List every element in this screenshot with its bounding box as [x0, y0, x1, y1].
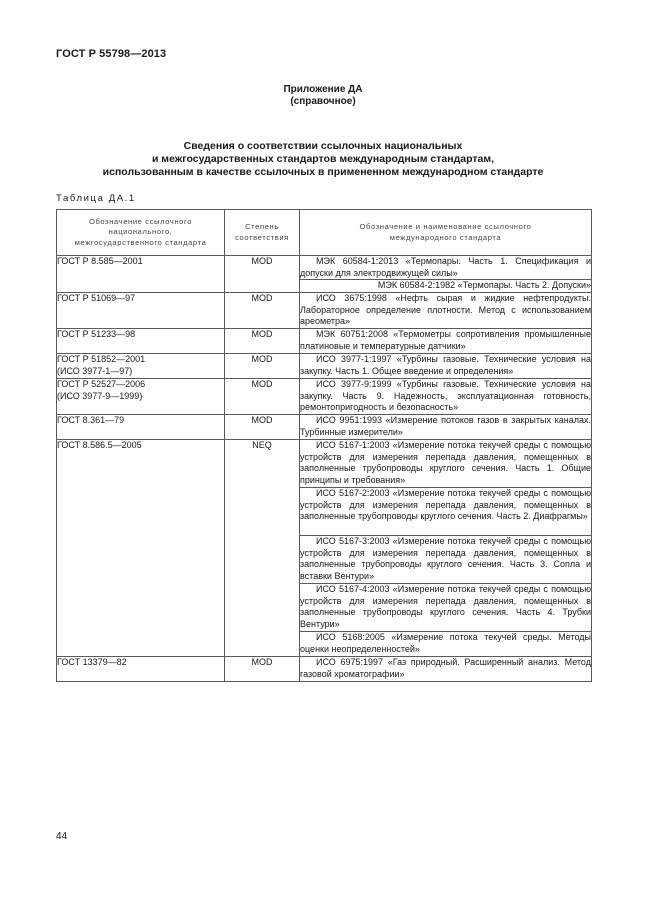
international-standard-cell: МЭК 60751:2008 «Термометры сопротивления промышленные платиновые и температурные датчики» — [300, 329, 592, 354]
degree-cell: MOD — [225, 329, 300, 354]
international-standard-cell: ИСО 6975:1997 «Газ природный. Расширенный анализ. Метод газовой хроматографии» — [300, 657, 592, 682]
section-title-line-1: Сведения о соответствии ссылочных национальных — [183, 140, 463, 152]
document-id: ГОСТ Р 55798—2013 — [56, 48, 167, 60]
table-row — [57, 256, 592, 280]
degree-cell: MOD — [225, 379, 300, 415]
degree-cell: MOD — [225, 293, 300, 329]
standards-table — [56, 209, 592, 682]
national-standard-designation: ГОСТ Р 52527—2006 — [57, 379, 146, 390]
international-standard-cell: ИСО 5168:2005 «Измерение потока текучей среды. Методы оценки неопределенностей» — [300, 632, 592, 657]
degree-cell: MOD — [225, 354, 300, 379]
header-degree: Степень соответствия — [225, 210, 300, 256]
national-standard-cell: ГОСТ 13379—82 — [57, 657, 225, 682]
international-standard-cell: ИСО 5167-2:2003 «Измерение потока текучей среды с помощью устройств для измерения перепада давления, помещенных в заполненные трубопроводы круглого сечения. Часть 2. Диафрагмы» — [300, 488, 592, 536]
degree-cell: MOD — [225, 256, 300, 293]
degree-cell: MOD — [225, 657, 300, 682]
section-title — [0, 140, 646, 179]
national-standard-designation: ГОСТ Р 51852—2001 — [57, 354, 146, 365]
international-standard-cell: МЭК 60584-1:2013 «Термопары. Часть 1. Спецификация и допуски для электродвижущей силы» — [300, 256, 592, 280]
section-title-line-2: и межгосударственных стандартов международным стандартам, — [151, 153, 495, 165]
national-standard-cell: ГОСТ 8.361—79 — [57, 415, 225, 440]
header-international-standard: Обозначение и наименование ссылочного международного стандарта — [300, 210, 592, 256]
appendix-title: Приложение ДА — [283, 84, 363, 95]
page-number: 44 — [56, 831, 68, 842]
international-standard-cell: ИСО 5167-1:2003 «Измерение потока текучей среды с помощью устройств для измерения перепада давления, помещенных в заполненные трубопроводы круглого сечения. Часть 1. Общие принципы и требования» — [300, 440, 592, 488]
national-standard-cell — [57, 354, 225, 379]
international-standard-cell: ИСО 5167-4:2003 «Измерение потока текучей среды с помощью устройств для измерения перепада давления, помещенных в заполненные трубопроводы круглого сечения. Часть 4. Трубки Вентури» — [300, 584, 592, 632]
degree-cell: MOD — [225, 415, 300, 440]
national-standard-equivalent: (ИСО 3977-1—97) — [57, 365, 133, 376]
degree-cell: NEQ — [225, 440, 300, 657]
table-row — [57, 415, 592, 440]
international-standard-cell: ИСО 5167-3:2003 «Измерение потока текучей среды с помощью устройств для измерения перепада давления, помещенных в заполненные трубопроводы круглого сечения. Часть 3. Сопла и вставки Вентури» — [300, 536, 592, 584]
international-standard-cell: ИСО 3977-9:1999 «Турбины газовые. Технические условия на закупку. Часть 9. Надежность, эксплуатационная готовность, ремонтопригодность и безопасность» — [300, 379, 592, 415]
appendix-heading — [0, 84, 646, 108]
international-standard-cell: МЭК 60584-2:1982 «Термопары. Часть 2. Допуски» — [300, 280, 592, 293]
national-standard-cell: ГОСТ Р 51069—97 — [57, 293, 225, 329]
header-national-standard: Обозначение ссылочного национального, межгосударственного стандарта — [57, 210, 225, 256]
table-row — [57, 440, 592, 488]
national-standard-cell: ГОСТ Р 51233—98 — [57, 329, 225, 354]
section-title-line-3: использованным в качестве ссылочных в примененном международном стандарте — [102, 166, 544, 178]
appendix-subtitle: (справочное) — [290, 96, 356, 107]
national-standard-equivalent: (ИСО 3977-9—1999) — [57, 390, 143, 401]
national-standard-cell: ГОСТ Р 8.585—2001 — [57, 256, 225, 293]
table-caption: Таблица ДА.1 — [56, 193, 136, 204]
international-standard-cell: ИСО 9951:1993 «Измерение потоков газов в закрытых каналах. Турбинные измерители» — [300, 415, 592, 440]
table-row — [57, 293, 592, 329]
international-standard-cell: ИСО 3977-1:1997 «Турбины газовые. Технические условия на закупку. Часть 1. Общее введение и определения» — [300, 354, 592, 379]
table-header-row — [57, 210, 592, 256]
international-standard-cell: ИСО 3675:1998 «Нефть сырая и жидкие нефтепродукты. Лабораторное определение плотности. Метод с использованием ареометра» — [300, 293, 592, 329]
table-row — [57, 354, 592, 379]
table-row — [57, 329, 592, 354]
national-standard-cell: ГОСТ 8.586.5—2005 — [57, 440, 225, 657]
national-standard-cell — [57, 379, 225, 415]
table-row — [57, 379, 592, 415]
table-row — [57, 657, 592, 682]
